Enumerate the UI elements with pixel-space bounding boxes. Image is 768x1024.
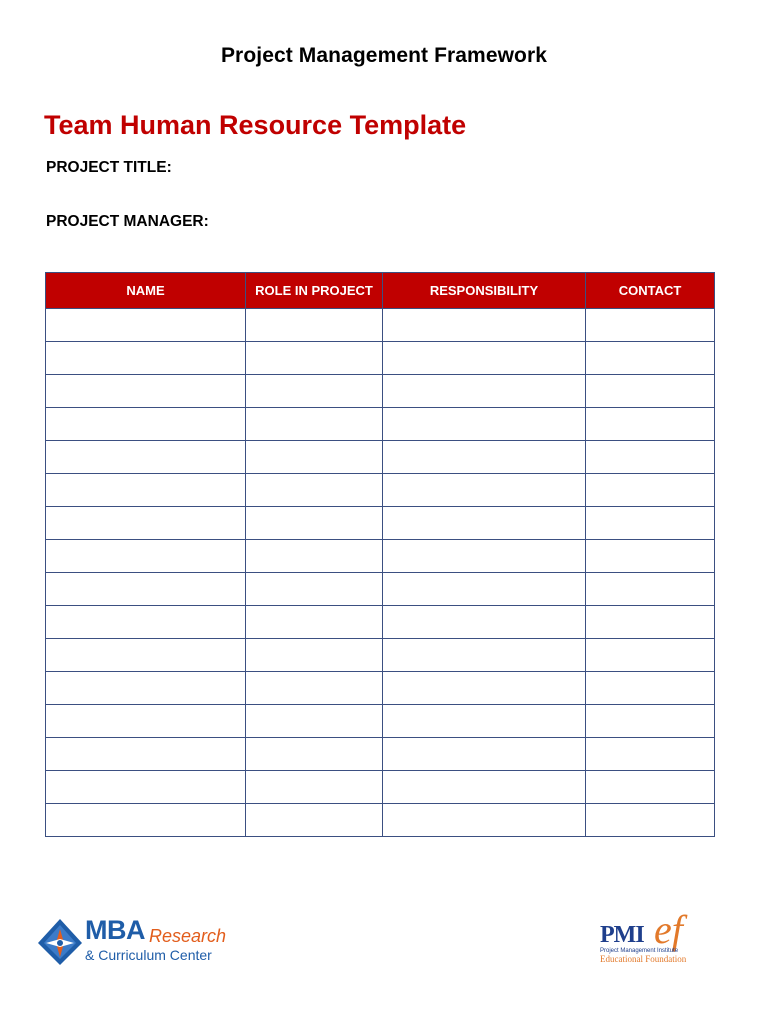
mba-logo-research: Research [149, 926, 227, 946]
table-cell[interactable] [383, 474, 586, 507]
table-row [46, 705, 715, 738]
table-row [46, 375, 715, 408]
table-cell[interactable] [383, 705, 586, 738]
column-header-role: ROLE IN PROJECT [246, 273, 383, 309]
table-cell[interactable] [383, 441, 586, 474]
table-cell[interactable] [586, 375, 715, 408]
table-cell[interactable] [46, 705, 246, 738]
table-cell[interactable] [383, 606, 586, 639]
table-row [46, 507, 715, 540]
table-cell[interactable] [46, 408, 246, 441]
table-cell[interactable] [383, 507, 586, 540]
project-manager-label: PROJECT MANAGER: [46, 213, 209, 230]
table-cell[interactable] [383, 408, 586, 441]
table-cell[interactable] [46, 672, 246, 705]
table-row [46, 639, 715, 672]
table-cell[interactable] [383, 573, 586, 606]
table-cell[interactable] [383, 639, 586, 672]
table-cell[interactable] [46, 639, 246, 672]
table-cell[interactable] [46, 540, 246, 573]
table-cell[interactable] [46, 606, 246, 639]
table-cell[interactable] [46, 573, 246, 606]
pmi-logo-institute: Project Management Institute [600, 948, 679, 954]
table-row [46, 342, 715, 375]
table-cell[interactable] [246, 375, 383, 408]
table-cell[interactable] [586, 672, 715, 705]
table-row [46, 738, 715, 771]
table-row [46, 474, 715, 507]
table-cell[interactable] [46, 738, 246, 771]
table-cell[interactable] [246, 804, 383, 837]
table-cell[interactable] [586, 474, 715, 507]
column-header-contact: CONTACT [586, 273, 715, 309]
table-cell[interactable] [246, 705, 383, 738]
table-cell[interactable] [246, 474, 383, 507]
table-row [46, 804, 715, 837]
table-row [46, 309, 715, 342]
table-cell[interactable] [383, 342, 586, 375]
table-cell[interactable] [586, 507, 715, 540]
table-cell[interactable] [246, 771, 383, 804]
table-cell[interactable] [383, 804, 586, 837]
mba-logo-text: MBA [85, 915, 145, 945]
table-cell[interactable] [586, 441, 715, 474]
table-cell[interactable] [246, 507, 383, 540]
pmi-logo-mark: PMI [600, 922, 644, 948]
table-cell[interactable] [586, 309, 715, 342]
mba-research-logo [36, 915, 236, 971]
column-header-name: NAME [46, 273, 246, 309]
table-cell[interactable] [586, 408, 715, 441]
table-cell[interactable] [46, 771, 246, 804]
compass-star-icon [36, 917, 84, 967]
table-cell[interactable] [383, 309, 586, 342]
table-body [46, 309, 715, 837]
table-cell[interactable] [46, 375, 246, 408]
table-cell[interactable] [246, 639, 383, 672]
table-cell[interactable] [246, 738, 383, 771]
table-cell[interactable] [383, 738, 586, 771]
table-cell[interactable] [586, 804, 715, 837]
table-cell[interactable] [383, 375, 586, 408]
table-cell[interactable] [246, 441, 383, 474]
table-cell[interactable] [46, 309, 246, 342]
table-cell[interactable] [246, 342, 383, 375]
table-cell[interactable] [246, 672, 383, 705]
table-cell[interactable] [586, 540, 715, 573]
table-cell[interactable] [46, 342, 246, 375]
table-row [46, 573, 715, 606]
column-header-responsibility: RESPONSIBILITY [383, 273, 586, 309]
table-cell[interactable] [383, 771, 586, 804]
table-cell[interactable] [383, 672, 586, 705]
table-cell[interactable] [586, 771, 715, 804]
table-cell[interactable] [586, 606, 715, 639]
table-cell[interactable] [246, 540, 383, 573]
pmi-logo-ef: ef [654, 907, 683, 952]
table-row [46, 540, 715, 573]
table-cell[interactable] [586, 738, 715, 771]
table-cell[interactable] [246, 606, 383, 639]
team-resource-table [45, 272, 715, 837]
table-cell[interactable] [586, 573, 715, 606]
table-cell[interactable] [46, 804, 246, 837]
table-header-row [46, 273, 715, 309]
table-cell[interactable] [246, 309, 383, 342]
mba-logo-subtitle: & Curriculum Center [85, 947, 212, 963]
table-row [46, 441, 715, 474]
framework-title: Project Management Framework [220, 44, 548, 67]
table-cell[interactable] [46, 441, 246, 474]
table-cell[interactable] [586, 342, 715, 375]
table-cell[interactable] [46, 474, 246, 507]
project-title-label: PROJECT TITLE: [46, 159, 172, 176]
table-cell[interactable] [586, 639, 715, 672]
table-row [46, 672, 715, 705]
table-cell[interactable] [246, 573, 383, 606]
table-cell[interactable] [586, 705, 715, 738]
pmi-ef-logo [600, 908, 710, 964]
table-cell[interactable] [383, 540, 586, 573]
pmi-logo-foundation: Educational Foundation [600, 954, 687, 964]
table-row [46, 408, 715, 441]
document-title: Team Human Resource Template [44, 110, 467, 140]
table-cell[interactable] [246, 408, 383, 441]
table-row [46, 606, 715, 639]
table-cell[interactable] [46, 507, 246, 540]
table-row [46, 771, 715, 804]
